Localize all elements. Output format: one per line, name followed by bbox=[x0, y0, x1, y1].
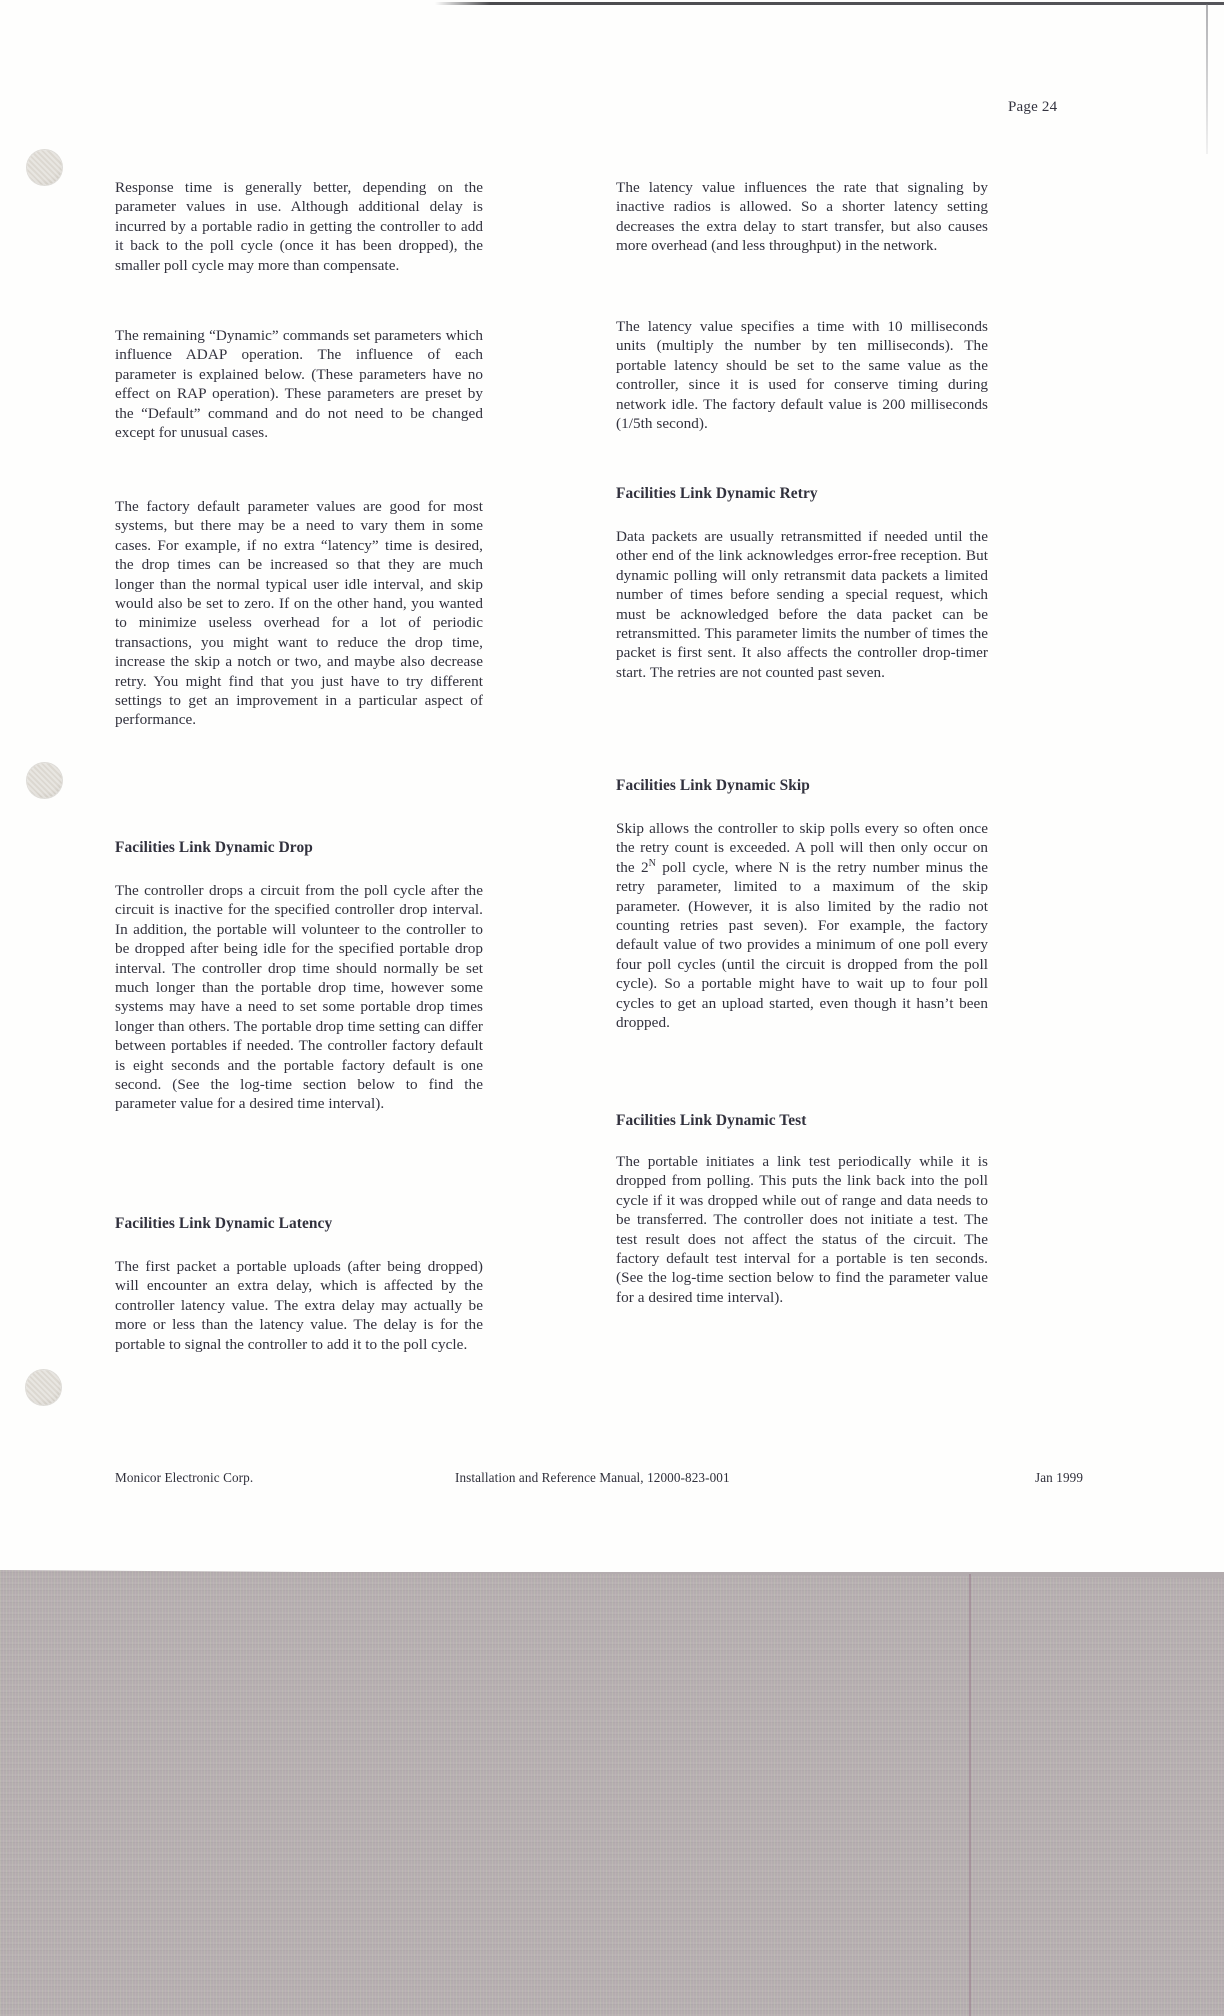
punch-hole-middle bbox=[27, 763, 62, 798]
paragraph-factory-defaults: The factory default parameter values are good for most systems, but there may be a need to vary them in some cases. For example, if no extra “latency” time is desired, the drop times can be increased so that they are much longer than the normal typical user idle interval, and skip would also be set to zero. If on the other hand, you wanted to minimize useless overhead for a lot of periodic transactions, you might want to reduce the drop time, increase the skip a notch or two, and maybe also decrease retry. You might find that you just have to try different settings to get an improvement in a particular aspect of performance. bbox=[115, 498, 483, 729]
exponent-n: N bbox=[648, 857, 656, 869]
skip-text-before-exponent: Skip allows the controller to skip polls every so often once the retry count is exceeded. A poll will then only occur on the 2 bbox=[616, 820, 988, 876]
heading-dynamic-drop: Facilities Link Dynamic Drop bbox=[115, 839, 313, 856]
punch-hole-bottom bbox=[26, 1370, 61, 1405]
footer-manual-title: Installation and Reference Manual, 12000-823-001 bbox=[455, 1470, 730, 1485]
paragraph-dynamic-retry: Data packets are usually retransmitted if needed until the other end of the link acknowledges error-free reception. But dynamic polling will only retransmit data packets a limited number of times before sending a special request, which must be acknowledged before the data packet can be retransmitted. This parameter limits the number of times the packet is first sent. It also affects the controller drop-timer start. The retries are not counted past seven. bbox=[616, 528, 988, 681]
scanner-backing bbox=[0, 1566, 1224, 2016]
skip-text-after-exponent: poll cycle, where N is the retry number minus the retry parameter, limited to a maximum of the skip parameter. (However, it is also limited by the radio not counting retries past seven). For example, the factory default value of two provides a minimum of one poll every four poll cycles (until the circuit is dropped from the poll cycle). So a portable might have to wait up to four poll cycles to get an upload started, even though it hasn’t been dropped. bbox=[616, 858, 988, 1032]
paragraph-dynamic-latency: The first packet a portable uploads (after being dropped) will encounter an extra delay, which is affected by the controller latency value. The extra delay may actually be more or less than the latency value. The delay is for the portable to signal the controller to add it to the poll cycle. bbox=[115, 1258, 483, 1353]
paragraph-latency-rate: The latency value influences the rate that signaling by inactive radios is allowed. So a shorter latency setting decreases the extra delay to start transfer, but also causes more overhead (and less throughput) in the network. bbox=[616, 179, 988, 255]
paragraph-dynamic-test: The portable initiates a link test periodically while it is dropped from polling. This puts the link back into the poll cycle if it was dropped while out of range and data needs to be transferred. The controller does not initiate a test. The test result does not affect the status of the circuit. The factory default test interval for a portable is ten seconds. (See the log-time section below to find the parameter value for a desired time interval). bbox=[616, 1153, 988, 1306]
heading-dynamic-skip: Facilities Link Dynamic Skip bbox=[616, 777, 810, 794]
right-column bbox=[616, 0, 988, 1572]
scanner-backing-seam bbox=[969, 1574, 971, 2016]
punch-hole-top bbox=[27, 150, 62, 185]
footer-date: Jan 1999 bbox=[1035, 1470, 1084, 1485]
scan-right-edge-line bbox=[1206, 4, 1208, 154]
footer-company: Monicor Electronic Corp. bbox=[115, 1470, 254, 1485]
paragraph-dynamic-drop: The controller drops a circuit from the poll cycle after the circuit is inactive for the specified controller drop interval. In addition, the portable will volunteer to the controller to be dropped after being idle for the specified portable drop interval. The controller drop time should normally be set much longer than the portable drop time, however some systems may have a need to set some portable drop times longer than others. The portable drop time setting can differ between portables if needed. The controller factory default is eight seconds and the portable factory default is one second. (See the log-time section below to find the parameter value for a desired time interval). bbox=[115, 882, 483, 1113]
paragraph-dynamic-skip bbox=[616, 819, 988, 1032]
paragraph-dynamic-commands: The remaining “Dynamic” commands set parameters which influence ADAP operation. The influence of each parameter is explained below. (These parameters have no effect on RAP operation). These parameters are preset by the “Default” command and do not need to be changed except for unusual cases. bbox=[115, 327, 483, 442]
heading-dynamic-test: Facilities Link Dynamic Test bbox=[616, 1112, 807, 1129]
paragraph-latency-units: The latency value specifies a time with 10 milliseconds units (multiply the number by ten milliseconds). The portable latency should be set to the same value as the controller, since it is used for conserve timing during network idle. The factory default value is 200 milliseconds (1/5th second). bbox=[616, 318, 988, 433]
heading-dynamic-latency: Facilities Link Dynamic Latency bbox=[115, 1215, 333, 1232]
left-column bbox=[115, 0, 483, 1572]
page-number: Page 24 bbox=[1008, 99, 1058, 115]
paragraph-response-time: Response time is generally better, depending on the parameter values in use. Although additional delay is incurred by a portable radio in getting the controller to add it back to the poll cycle (once it has been dropped), the smaller poll cycle may more than compensate. bbox=[115, 179, 483, 274]
heading-dynamic-retry: Facilities Link Dynamic Retry bbox=[616, 485, 818, 502]
